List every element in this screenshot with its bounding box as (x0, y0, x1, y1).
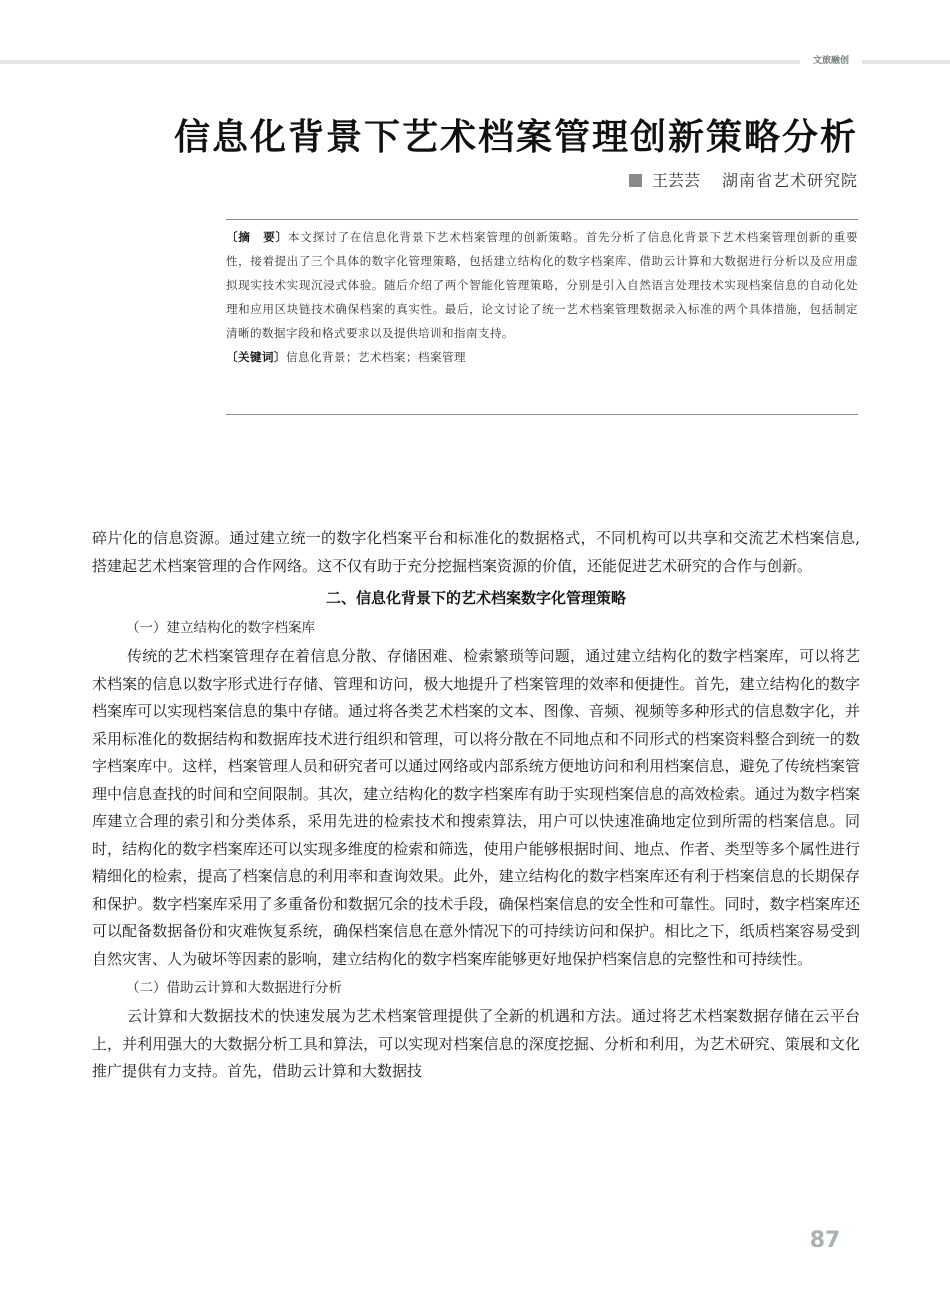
keywords (226, 345, 858, 369)
header-rule-left (0, 60, 800, 64)
section-heading: 二、信息化背景下的艺术档案数字化管理策略 (325, 589, 626, 607)
subsection-heading: （二）借助云计算和大数据进行分析 (126, 980, 342, 996)
abstract-box (226, 219, 858, 415)
author-institution: 湖南省艺术研究院 (721, 171, 858, 190)
body-paragraph: 碎片化的信息资源。通过建立统一的数字化档案平台和标准化的数据格式，不同机构可以共享和交流艺术档案信息,搭建起艺术档案管理的合作网络。这不仅有助于充分挖掘档案资源的价值，还能促进艺术研究的合作与创新。 (92, 529, 860, 575)
article-body (92, 525, 860, 1086)
keywords-text: 信息化背景；艺术档案；档案管理 (286, 350, 466, 364)
abstract-label: 〔摘 要〕 (226, 230, 288, 244)
body-paragraph: 传统的艺术档案管理存在着信息分散、存储困难、检索繁琐等问题，通过建立结构化的数字档案库，可以将艺术档案的信息以数字形式进行存储、管理和访问，极大地提升了档案管理的效率和便捷性。首先，建立结构化的数字档案库可以实现档案信息的集中存储。通过将各类艺术档案的文本、图像、音频、视频等多种形式的信息数字化，并采用标准化的数据结构和数据库技术进行组织和管理，可以将分散在不同地点和不同形式的档案资料整合到统一的数字档案库中。这样，档案管理人员和研究者可以通过网络或内部系统方便地访问和利用档案信息，避免了传统档案管理中信息查找的时间和空间限制。其次，建立结构化的数字档案库有助于实现档案信息的高效检索。通过为数字档案库建立合理的索引和分类体系，采用先进的检索技术和搜索算法，用户可以快速准确地定位到所需的档案信息。同时，结构化的数字档案库还可以实现多维度的检索和筛选，使用户能够根据时间、地点、作者、类型等多个属性进行精细化的检索，提高了档案信息的利用率和查询效果。此外，建立结构化的数字档案库还有利于档案信息的长期保存和保护。数字档案库采用了多重备份和数据冗余的技术手段，确保档案信息的安全性和可靠性。同时，数字档案库还可以配备数据备份和灾难恢复系统，确保档案信息在意外情况下的可持续访问和保护。相比之下，纸质档案容易受到自然灾害、人为破坏等因素的影响，建立结构化的数字档案库能够更好地保护档案信息的完整性和可持续性。 (92, 647, 860, 968)
body-paragraph: 云计算和大数据技术的快速发展为艺术档案管理提供了全新的机遇和方法。通过将艺术档案数据存储在云平台上，并利用强大的大数据分析工具和算法，可以实现对档案信息的深度挖掘、分析和利用，为艺术研究、策展和文化推广提供有力支持。首先，借助云计算和大数据技 (92, 1007, 860, 1080)
byline (629, 170, 858, 192)
page-number: 87 (809, 1228, 841, 1253)
abstract-text: 本文探讨了在信息化背景下艺术档案管理的创新策略。首先分析了信息化背景下艺术档案管理创新的重要性，接着提出了三个具体的数字化管理策略，包括建立结构化的数字档案库、借助云计算和大数据进行分析以及应用虚拟现实技术实现沉浸式体验。随后介绍了两个智能化管理策略，分别是引入自然语言处理技术实现档案信息的自动化处理和应用区块链技术确保档案的真实性。最后，论文讨论了统一艺术档案管理数据录入标准的两个具体措施，包括制定清晰的数据字段和格式要求以及提供培训和指南支持。 (226, 230, 858, 340)
header-rule-right (862, 60, 950, 64)
abstract (226, 225, 858, 345)
section-tag: 文旅融创 (812, 56, 849, 66)
article-title: 信息化背景下艺术档案管理创新策略分析 (173, 116, 858, 159)
subsection-heading: （一）建立结构化的数字档案库 (126, 620, 315, 636)
square-bullet-icon (629, 174, 642, 187)
author-name: 王芸芸 (651, 171, 700, 190)
keywords-label: 〔关键词〕 (226, 350, 286, 364)
